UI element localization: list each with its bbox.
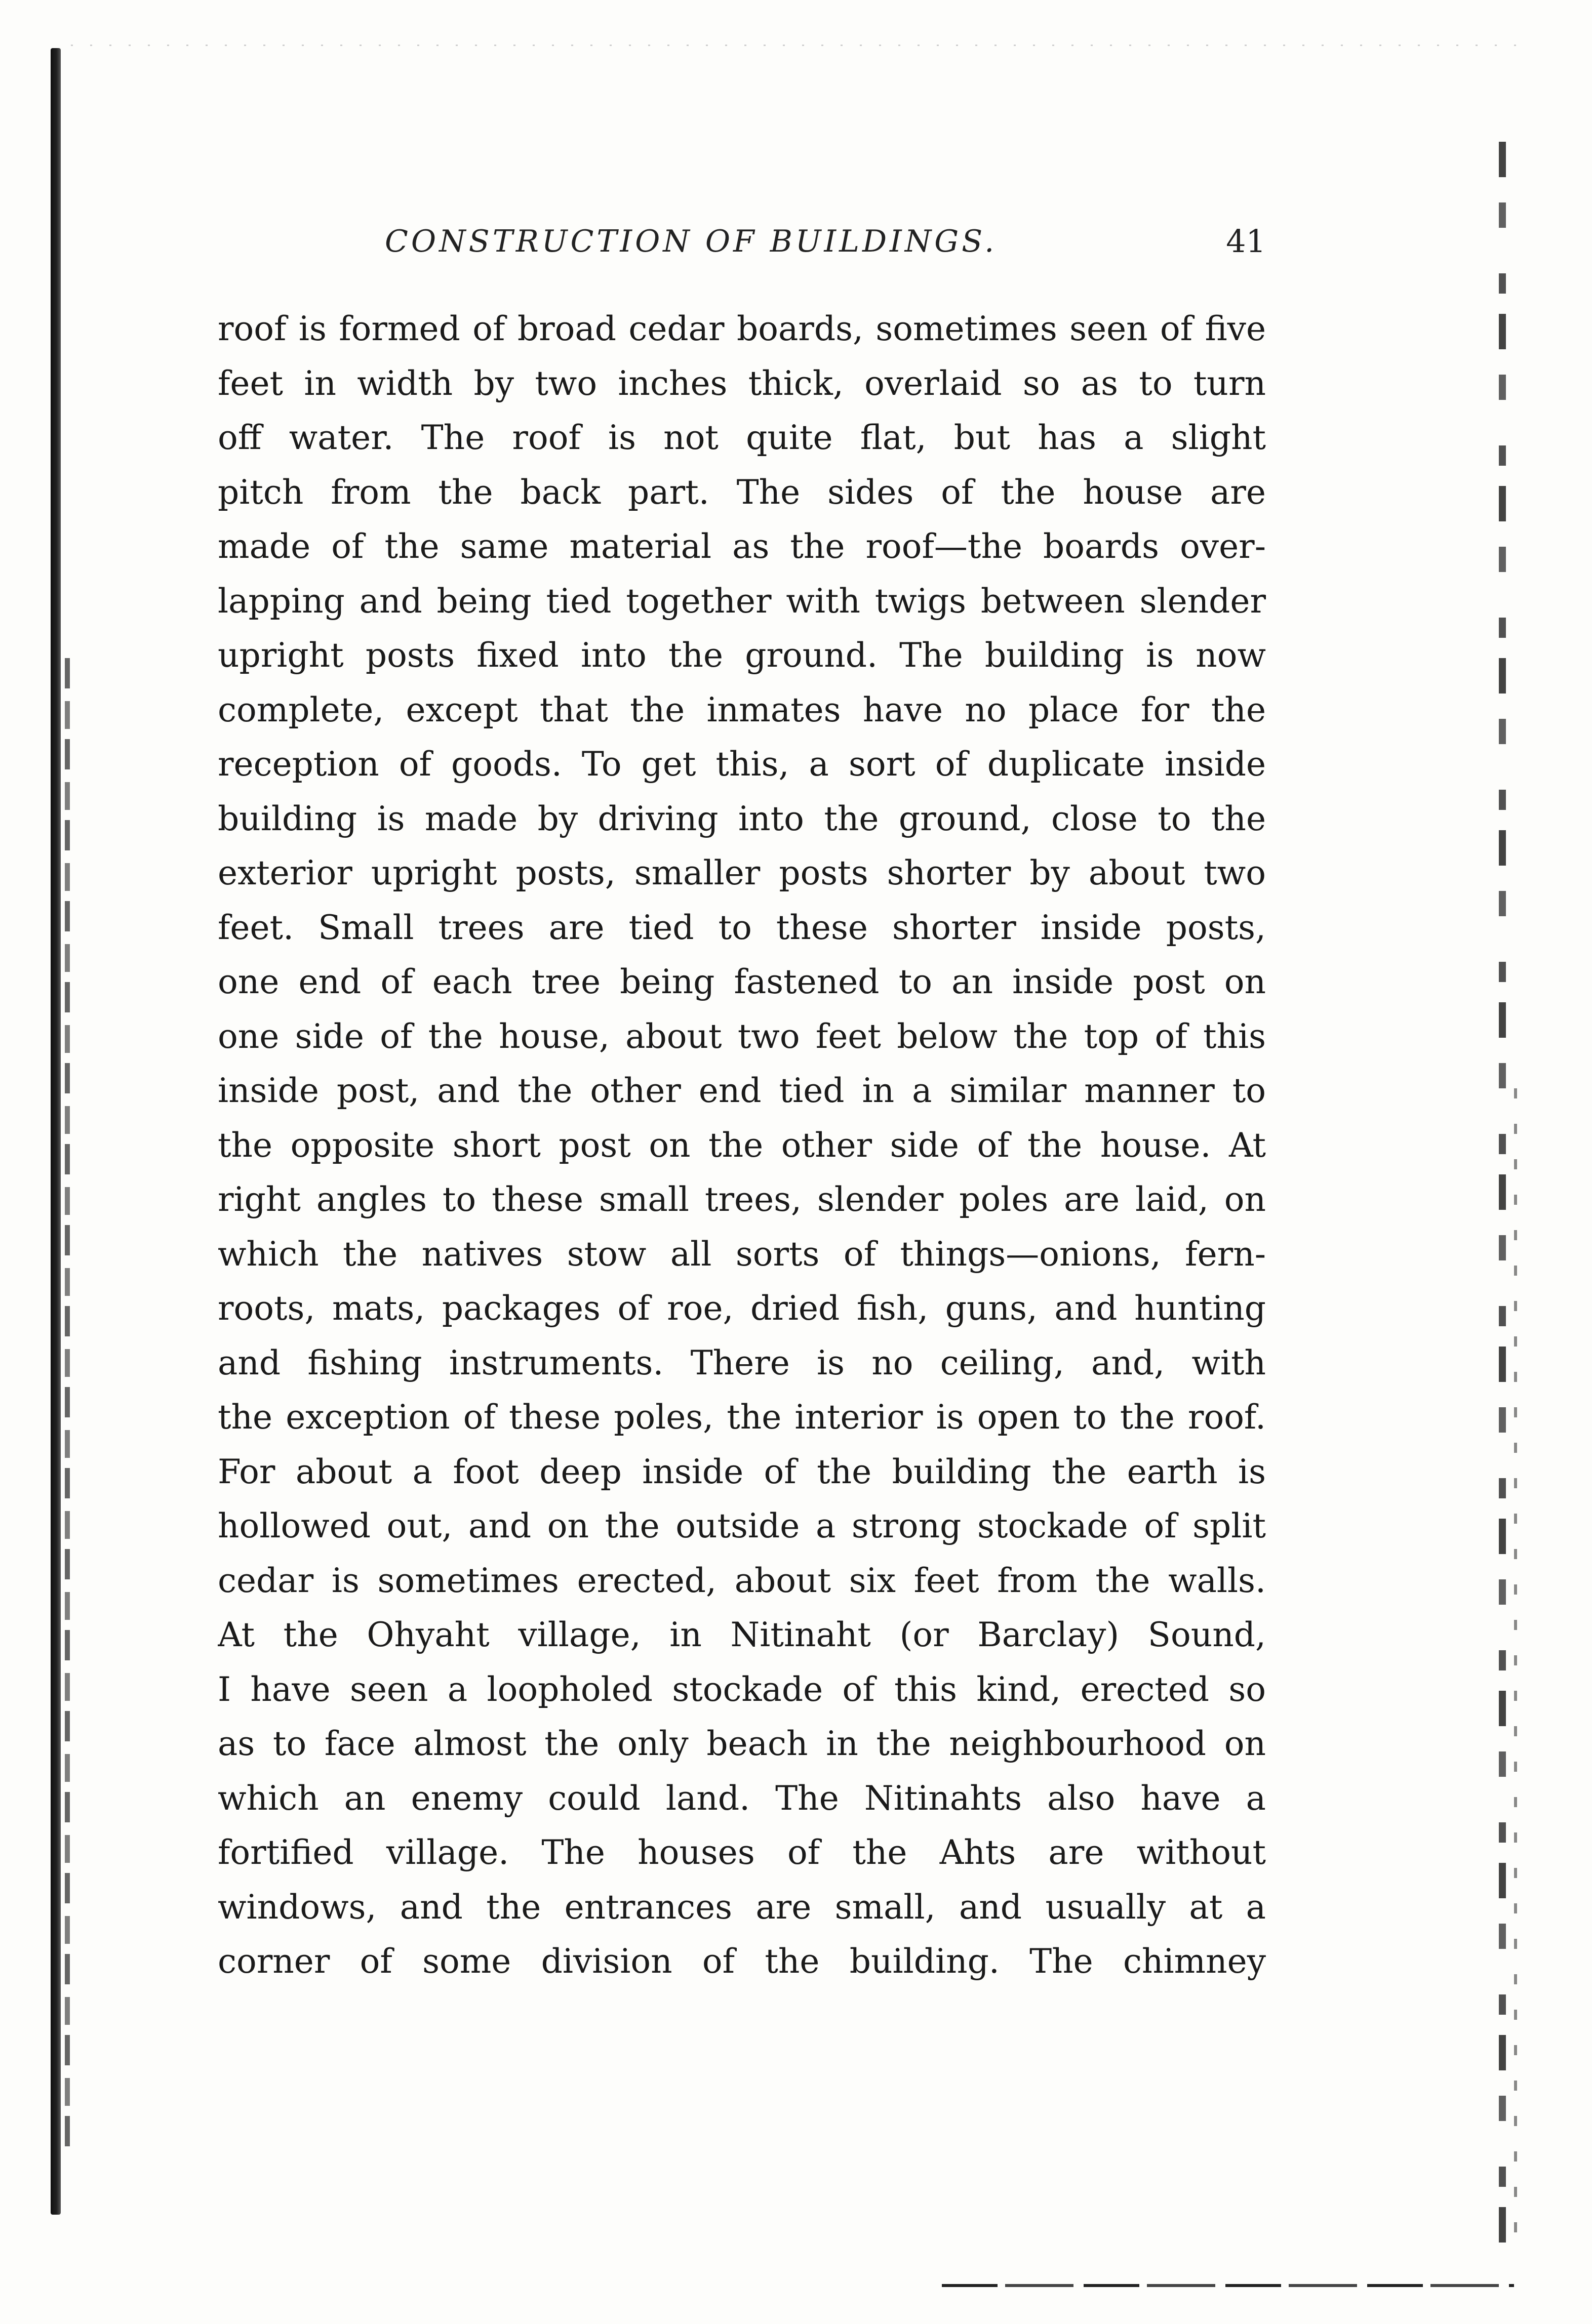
text-line: feet in width by two inches thick, overlaid so as to turn	[218, 363, 1266, 403]
text-line: I have seen a loopholed stockade of this kind, erected so	[218, 1669, 1266, 1709]
text-line: fortified village. The houses of the Ahts are without	[218, 1833, 1266, 1872]
scan-dotted-edge	[71, 45, 1529, 46]
scan-binding-edge-left	[51, 48, 61, 2215]
text-line: right angles to these small trees, slender poles are laid, on	[218, 1180, 1266, 1219]
text-line: cedar is sometimes erected, about six feet from the walls.	[218, 1561, 1266, 1600]
text-line: one end of each tree being fastened to an inside post on	[218, 962, 1266, 1001]
text-line: At the Ohyaht village, in Nitinaht (or Barclay) Sound,	[218, 1615, 1266, 1654]
text-line: exterior upright posts, smaller posts shorter by about two	[218, 853, 1266, 892]
body-text	[218, 302, 1266, 1989]
running-title: CONSTRUCTION OF BUILDINGS.	[385, 224, 998, 259]
text-line: pitch from the back part. The sides of the house are	[218, 472, 1266, 512]
text-line: reception of goods. To get this, a sort of duplicate inside	[218, 745, 1266, 784]
text-line: lapping and being tied together with twigs between slender	[218, 581, 1266, 621]
text-line: as to face almost the only beach in the neighbourhood on	[218, 1724, 1266, 1763]
text-line: building is made by driving into the ground, close to the	[218, 799, 1266, 838]
scan-bottom-edge	[942, 2284, 1514, 2287]
text-line: off water. The roof is not quite flat, but has a slight	[218, 418, 1266, 457]
text-line: corner of some division of the building. The chimney	[218, 1942, 1266, 1981]
text-line: and fishing instruments. There is no ceiling, and, with	[218, 1343, 1266, 1382]
text-line: which the natives stow all sorts of things—onions, fern-	[218, 1234, 1266, 1274]
text-line: For about a foot deep inside of the building the earth is	[218, 1452, 1266, 1491]
text-line: upright posts fixed into the ground. The building is now	[218, 636, 1266, 675]
scan-binding-shadow-left	[65, 658, 70, 2151]
scan-binding-edge-right	[1499, 142, 1506, 2258]
text-line: one side of the house, about two feet below the top of this	[218, 1016, 1266, 1056]
text-line: complete, except that the inmates have no place for the	[218, 690, 1266, 729]
text-line: the exception of these poles, the interior is open to the roof.	[218, 1398, 1266, 1437]
scan-binding-shadow-right	[1514, 1088, 1517, 2253]
text-line: feet. Small trees are tied to these shorter inside posts,	[218, 908, 1266, 947]
text-line: hollowed out, and on the outside a strong stockade of split	[218, 1506, 1266, 1545]
running-header	[218, 219, 1266, 264]
text-line: the opposite short post on the other side of the house. At	[218, 1125, 1266, 1165]
text-line: which an enemy could land. The Nitinahts also have a	[218, 1778, 1266, 1818]
text-line: roots, mats, packages of roe, dried fish, guns, and hunting	[218, 1289, 1266, 1328]
text-line: roof is formed of broad cedar boards, sometimes seen of five	[218, 309, 1266, 348]
text-line: made of the same material as the roof—the boards over-	[218, 527, 1266, 566]
page-number: 41	[1226, 223, 1266, 260]
text-line: inside post, and the other end tied in a similar manner to	[218, 1071, 1266, 1110]
text-line: windows, and the entrances are small, and usually at a	[218, 1887, 1266, 1927]
